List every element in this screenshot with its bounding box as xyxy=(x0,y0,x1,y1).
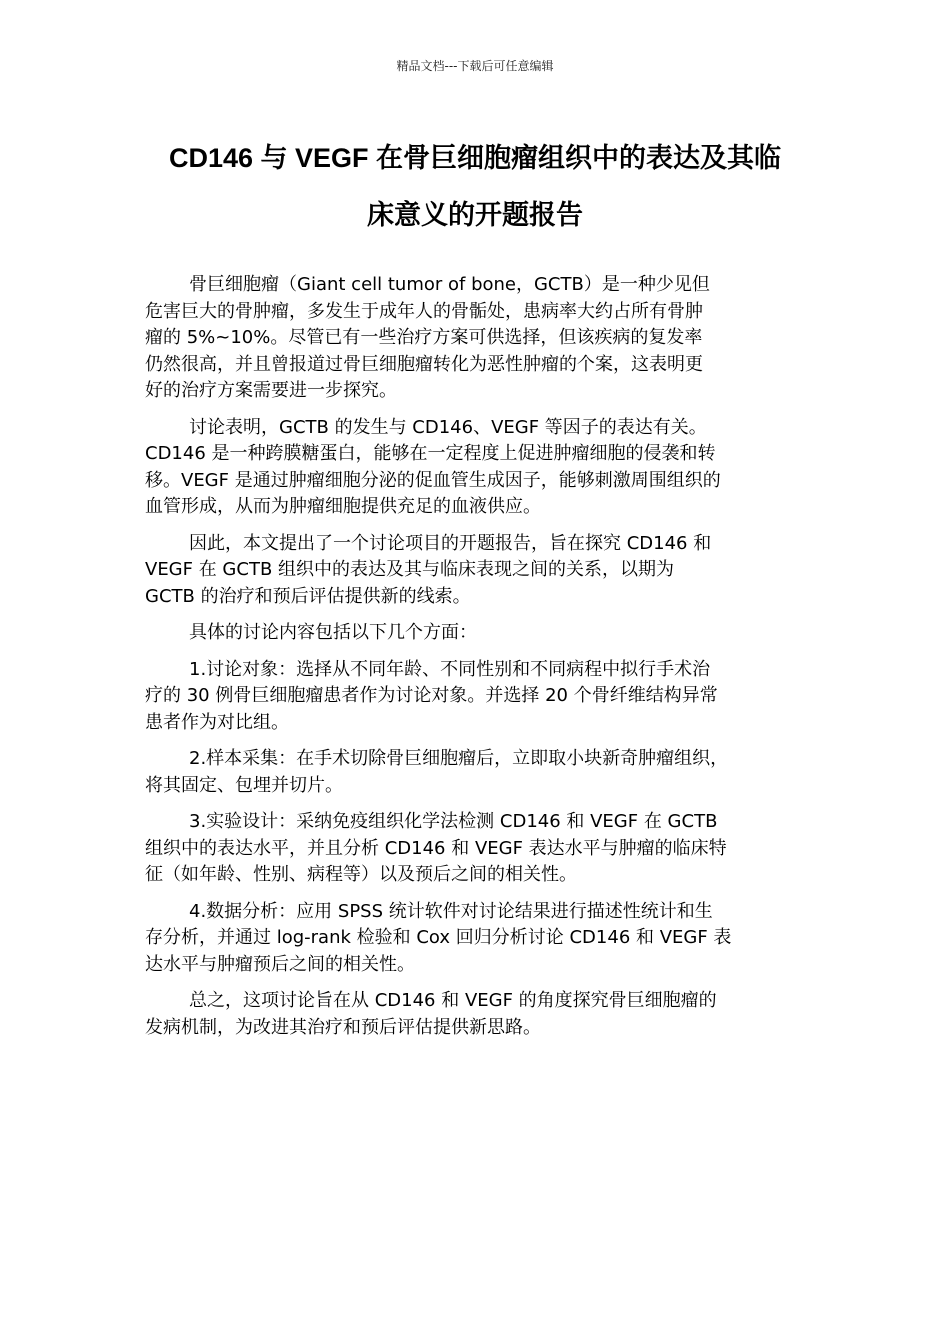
text-line: 仍然很高，并且曾报道过骨巨细胞瘤转化为恶性肿瘤的个案，这表明更 xyxy=(145,353,703,375)
paragraph-conclusion xyxy=(145,988,808,1041)
text-line: 达水平与肿瘤预后之间的相关性。 xyxy=(145,953,415,975)
text-line: 讨论表明，GCTB 的发生与 CD146、VEGF 等因子的表达有关。 xyxy=(189,416,707,438)
text-line: 4.数据分析：应用 SPSS 统计软件对讨论结果进行描述性统计和生 xyxy=(189,900,713,922)
text-line: 发病机制，为改进其治疗和预后评估提供新思路。 xyxy=(145,1016,541,1038)
document-title xyxy=(120,130,830,244)
text-line: CD146 是一种跨膜糖蛋白，能够在一定程度上促进肿瘤细胞的侵袭和转 xyxy=(145,443,716,464)
text-line: VEGF 在 GCTB 组织中的表达及其与临床表现之间的关系，以期为 xyxy=(145,559,675,580)
text-line: 具体的讨论内容包括以下几个方面： xyxy=(189,622,477,643)
text-line: 因此，本文提出了一个讨论项目的开题报告，旨在探究 CD146 和 xyxy=(189,532,712,554)
text-line: 移。VEGF 是通过肿瘤细胞分泌的促血管生成因子，能够刺激周围组织的 xyxy=(145,469,721,491)
text-line: 存分析，并通过 log-rank 检验和 Cox 回归分析讨论 CD146 和 VEGF 表 xyxy=(145,927,732,948)
page-header-note: 精品文档---下载后可任意编辑 xyxy=(396,59,554,73)
paragraph-content-intro xyxy=(145,620,808,647)
text-line: 骨巨细胞瘤（Giant cell tumor of bone，GCTB）是一种少见但 xyxy=(189,274,710,295)
document-body xyxy=(145,272,808,1051)
paragraph-item-2 xyxy=(145,746,808,799)
title-line-2: 床意义的开题报告 xyxy=(367,200,583,230)
text-line: 好的治疗方案需要进一步探究。 xyxy=(145,380,397,401)
paragraph-background xyxy=(145,415,808,521)
text-line: 3.实验设计：采纳免疫组织化学法检测 CD146 和 VEGF 在 GCTB xyxy=(189,811,718,832)
text-line: 血管形成，从而为肿瘤细胞提供充足的血液供应。 xyxy=(145,496,541,517)
text-line: 总之，这项讨论旨在从 CD146 和 VEGF 的角度探究骨巨细胞瘤的 xyxy=(189,990,717,1011)
paragraph-intro xyxy=(145,272,808,405)
text-line: 瘤的 5%~10%。尽管已有一些治疗方案可供选择，但该疾病的复发率 xyxy=(145,327,703,348)
paragraph-item-4 xyxy=(145,899,808,979)
title-line-1: CD146 与 VEGF 在骨巨细胞瘤组织中的表达及其临 xyxy=(168,143,782,173)
text-line: 组织中的表达水平，并且分析 CD146 和 VEGF 表达水平与肿瘤的临床特 xyxy=(145,837,727,859)
text-line: 1.讨论对象：选择从不同年龄、不同性别和不同病程中拟行手术治 xyxy=(189,658,711,680)
text-line: 疗的 30 例骨巨细胞瘤患者作为讨论对象。并选择 20 个骨纤维结构异常 xyxy=(145,685,718,706)
text-line: 2.样本采集：在手术切除骨巨细胞瘤后，立即取小块新奇肿瘤组织， xyxy=(189,748,729,769)
paragraph-item-3 xyxy=(145,809,808,889)
text-line: 危害巨大的骨肿瘤，多发生于成年人的骨骺处，患病率大约占所有骨肿 xyxy=(145,300,703,322)
text-line: GCTB 的治疗和预后评估提供新的线索。 xyxy=(145,585,471,607)
text-line: 征（如年龄、性别、病程等）以及预后之间的相关性。 xyxy=(145,864,577,885)
paragraph-item-1 xyxy=(145,657,808,737)
text-line: 将其固定、包埋并切片。 xyxy=(145,774,343,796)
paragraph-purpose xyxy=(145,531,808,611)
text-line: 患者作为对比组。 xyxy=(145,711,289,733)
